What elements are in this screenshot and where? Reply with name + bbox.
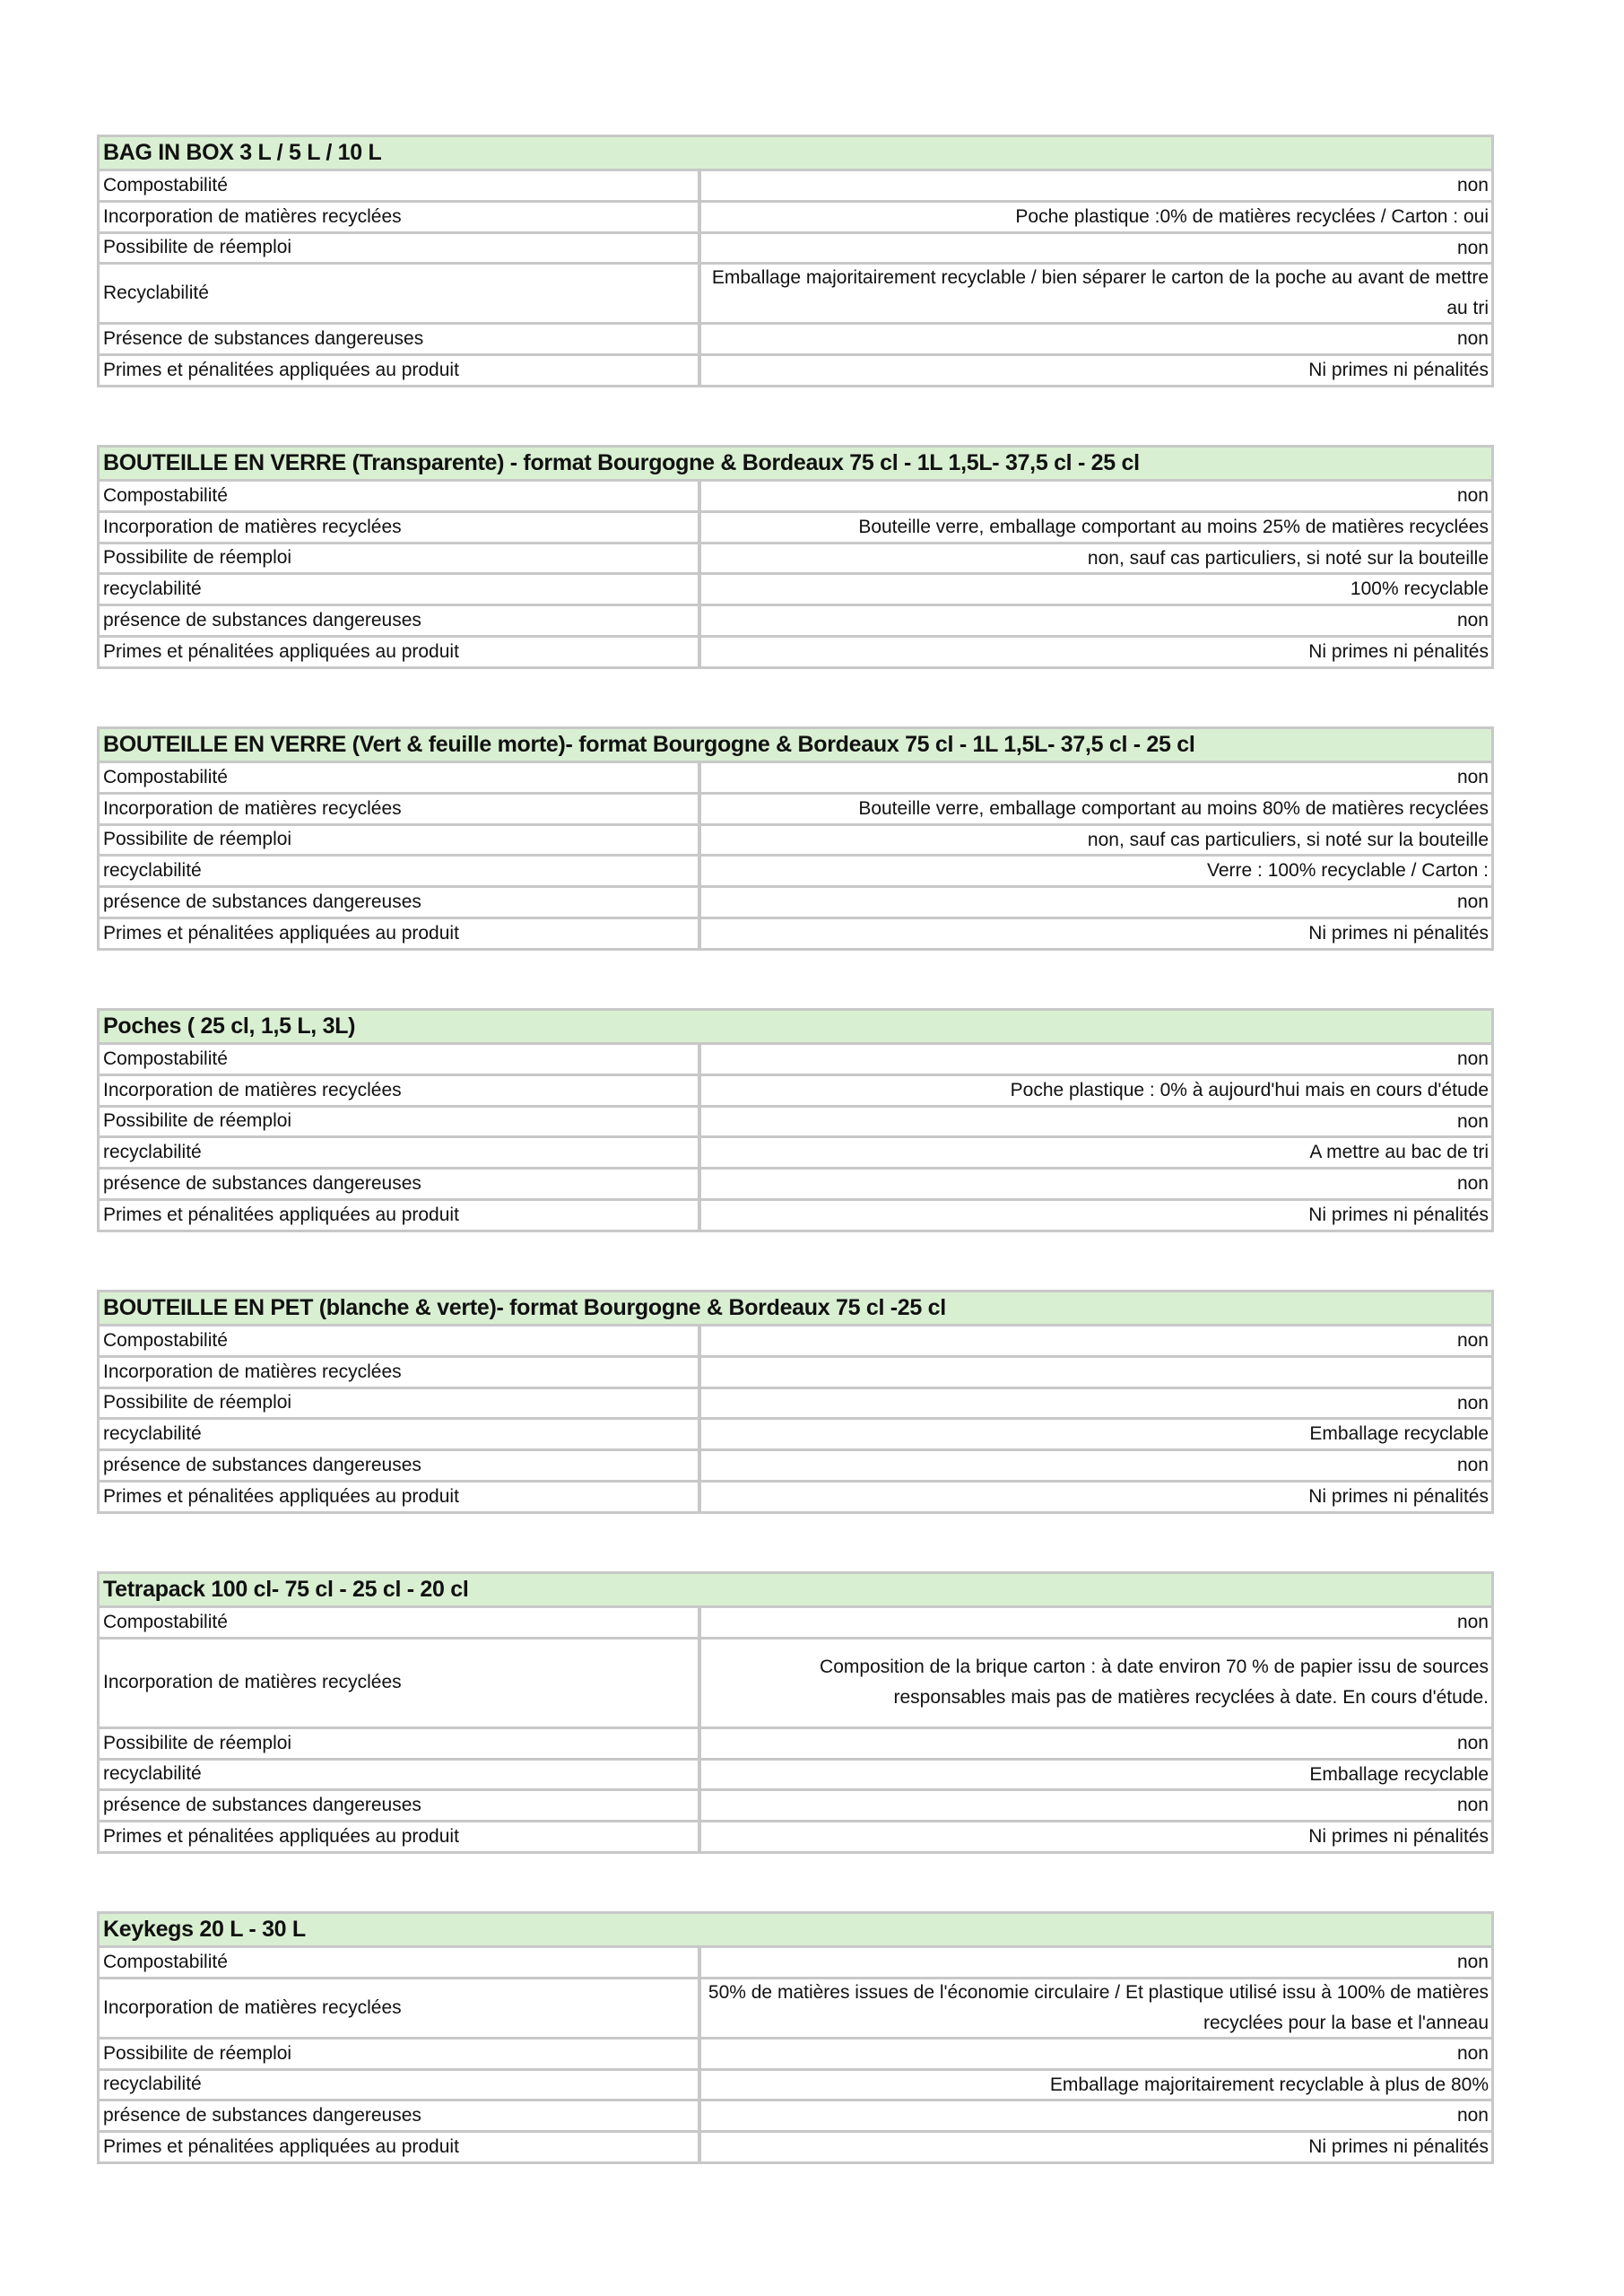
table-row-incorporation-matieres-recyclees xyxy=(100,795,1491,826)
row-label: Primes et pénalitées appliquées au produit xyxy=(100,2133,698,2161)
table-row-recyclabilite xyxy=(100,575,1491,606)
row-label: recyclabilité xyxy=(100,1761,698,1789)
table-row-incorporation-matieres-recyclees xyxy=(100,1076,1491,1108)
row-label: Compostabilité xyxy=(100,1045,698,1074)
table-keykegs xyxy=(97,1911,1494,2164)
row-value: Poche plastique : 0% à aujourd'hui mais en cours d'étude xyxy=(701,1076,1491,1105)
table-row-primes-penalites xyxy=(100,638,1491,666)
table-row-compostabilite xyxy=(100,1948,1491,1979)
row-label: Primes et pénalitées appliquées au produit xyxy=(100,1483,698,1511)
table-row-incorporation-matieres-recyclees xyxy=(100,1639,1491,1729)
table-title: BOUTEILLE EN VERRE (Transparente) - format Bourgogne & Bordeaux 75 cl - 1L 1,5L- 37,5 cl - 25 cl xyxy=(100,448,1491,482)
row-label: recyclabilité xyxy=(100,857,698,885)
row-label: recyclabilité xyxy=(100,1138,698,1167)
row-value: Bouteille verre, emballage comportant au moins 80% de matières recyclées xyxy=(701,795,1491,823)
row-value: non xyxy=(701,888,1491,917)
row-label: présence de substances dangereuses xyxy=(100,1451,698,1480)
row-value: non xyxy=(701,2101,1491,2130)
row-value: non xyxy=(701,1108,1491,1136)
table-row-compostabilite xyxy=(100,763,1491,795)
row-label: Incorporation de matières recyclées xyxy=(100,795,698,823)
table-row-primes-penalites xyxy=(100,1201,1491,1230)
row-label: présence de substances dangereuses xyxy=(100,1791,698,1820)
table-title: BOUTEILLE EN VERRE (Vert & feuille morte)- format Bourgogne & Bordeaux 75 cl - 1L 1,5L- 37,5 cl - 25 cl xyxy=(100,729,1491,763)
row-value: A mettre au bac de tri xyxy=(701,1138,1491,1167)
row-value: non xyxy=(701,171,1491,200)
row-value: non xyxy=(701,1451,1491,1480)
row-value: Verre : 100% recyclable / Carton : xyxy=(701,857,1491,885)
table-row-incorporation-matieres-recyclees xyxy=(100,1358,1491,1389)
table-row-compostabilite xyxy=(100,171,1491,203)
table-title: Keykegs 20 L - 30 L xyxy=(100,1914,1491,1948)
row-value: non xyxy=(701,325,1491,353)
row-label: Primes et pénalitées appliquées au produit xyxy=(100,638,698,666)
row-label: Incorporation de matières recyclées xyxy=(100,203,698,231)
row-label: présence de substances dangereuses xyxy=(100,888,698,917)
row-label: Compostabilité xyxy=(100,171,698,200)
row-value: non xyxy=(701,1045,1491,1074)
table-row-compostabilite xyxy=(100,482,1491,513)
table-row-possibilite-reemploi xyxy=(100,1389,1491,1421)
row-label: Incorporation de matières recyclées xyxy=(100,513,698,542)
table-row-substances-dangereuses xyxy=(100,1451,1491,1483)
row-value: non xyxy=(701,1948,1491,1977)
table-row-compostabilite xyxy=(100,1045,1491,1076)
row-value: Ni primes ni pénalités xyxy=(701,1201,1491,1230)
row-label: Possibilite de réemploi xyxy=(100,826,698,855)
row-value: 100% recyclable xyxy=(701,575,1491,604)
row-value: Emballage majoritairement recyclable à plus de 80% xyxy=(701,2071,1491,2100)
table-row-recyclabilite xyxy=(100,2071,1491,2102)
row-label: Possibilite de réemploi xyxy=(100,2039,698,2068)
table-row-primes-penalites xyxy=(100,919,1491,948)
row-label: Compostabilité xyxy=(100,1948,698,1977)
table-row-possibilite-reemploi xyxy=(100,1108,1491,1139)
table-row-recyclabilite xyxy=(100,1420,1491,1451)
table-title: Tetrapack 100 cl- 75 cl - 25 cl - 20 cl xyxy=(100,1574,1491,1608)
row-label: recyclabilité xyxy=(100,1420,698,1448)
row-label: Compostabilité xyxy=(100,1326,698,1355)
row-value: Ni primes ni pénalités xyxy=(701,1483,1491,1511)
table-row-incorporation-matieres-recyclees xyxy=(100,203,1491,234)
row-label: Incorporation de matières recyclées xyxy=(100,1639,698,1726)
table-row-possibilite-reemploi xyxy=(100,234,1491,265)
row-value: non xyxy=(701,1326,1491,1355)
row-value: Composition de la brique carton : à date environ 70 % de papier issu de sources responsables mais pas de matières recyclées à date. En cours d'étude. xyxy=(701,1639,1491,1726)
row-value xyxy=(701,1358,1491,1387)
row-label: recyclabilité xyxy=(100,2071,698,2100)
row-label: présence de substances dangereuses xyxy=(100,1170,698,1198)
table-poches xyxy=(97,1008,1494,1232)
row-label: présence de substances dangereuses xyxy=(100,2101,698,2130)
row-value: Ni primes ni pénalités xyxy=(701,919,1491,948)
row-label: Incorporation de matières recyclées xyxy=(100,1076,698,1105)
row-value: non xyxy=(701,234,1491,263)
table-row-substances-dangereuses xyxy=(100,2101,1491,2133)
row-value: Ni primes ni pénalités xyxy=(701,1822,1491,1851)
row-label: Possibilite de réemploi xyxy=(100,544,698,573)
row-value: non xyxy=(701,763,1491,792)
row-label: Primes et pénalitées appliquées au produit xyxy=(100,1201,698,1230)
row-value: Ni primes ni pénalités xyxy=(701,638,1491,666)
row-value: Ni primes ni pénalités xyxy=(701,2133,1491,2161)
table-row-compostabilite xyxy=(100,1608,1491,1639)
row-value: non xyxy=(701,482,1491,510)
row-value: non xyxy=(701,1389,1491,1418)
row-label: Primes et pénalitées appliquées au produit xyxy=(100,356,698,385)
row-value: Emballage recyclable xyxy=(701,1420,1491,1448)
table-row-incorporation-matieres-recyclees xyxy=(100,1979,1491,2039)
table-row-recyclabilite xyxy=(100,1138,1491,1170)
row-value: Poche plastique :0% de matières recyclées / Carton : oui xyxy=(701,203,1491,231)
table-row-substances-dangereuses xyxy=(100,325,1491,356)
row-value: non xyxy=(701,1791,1491,1820)
row-value: Bouteille verre, emballage comportant au moins 25% de matières recyclées xyxy=(701,513,1491,542)
row-value: non xyxy=(701,2039,1491,2068)
row-label: Possibilite de réemploi xyxy=(100,1108,698,1136)
row-label: Possibilite de réemploi xyxy=(100,1729,698,1758)
table-row-substances-dangereuses xyxy=(100,1170,1491,1201)
row-label: Incorporation de matières recyclées xyxy=(100,1979,698,2037)
row-value: non xyxy=(701,1170,1491,1198)
row-value: Ni primes ni pénalités xyxy=(701,356,1491,385)
table-row-compostabilite xyxy=(100,1326,1491,1358)
table-row-primes-penalites xyxy=(100,2133,1491,2161)
row-label: Primes et pénalitées appliquées au produit xyxy=(100,1822,698,1851)
table-bouteille-pet xyxy=(97,1290,1494,1514)
row-value: Emballage majoritairement recyclable / bien séparer le carton de la poche au avant de mettre au tri xyxy=(701,265,1491,322)
row-value: 50% de matières issues de l'économie circulaire / Et plastique utilisé issu à 100% de matières recyclées pour la base et l'anneau xyxy=(701,1979,1491,2037)
row-value: non xyxy=(701,1729,1491,1758)
row-value: non, sauf cas particuliers, si noté sur la bouteille xyxy=(701,826,1491,855)
table-row-substances-dangereuses xyxy=(100,606,1491,638)
table-bouteille-verre-transparente xyxy=(97,445,1494,669)
table-title: BAG IN BOX 3 L / 5 L / 10 L xyxy=(100,137,1491,171)
table-row-possibilite-reemploi xyxy=(100,826,1491,857)
row-label: Incorporation de matières recyclées xyxy=(100,1358,698,1387)
table-row-primes-penalites xyxy=(100,356,1491,385)
row-label: Présence de substances dangereuses xyxy=(100,325,698,353)
table-row-possibilite-reemploi xyxy=(100,2039,1491,2071)
row-label: Possibilite de réemploi xyxy=(100,234,698,263)
table-row-incorporation-matieres-recyclees xyxy=(100,513,1491,544)
table-bouteille-verre-vert xyxy=(97,726,1494,951)
table-title: BOUTEILLE EN PET (blanche & verte)- format Bourgogne & Bordeaux 75 cl -25 cl xyxy=(100,1292,1491,1326)
table-row-possibilite-reemploi xyxy=(100,1729,1491,1761)
table-row-substances-dangereuses xyxy=(100,888,1491,919)
table-bag-in-box xyxy=(97,135,1494,387)
row-value: non xyxy=(701,606,1491,635)
table-row-primes-penalites xyxy=(100,1483,1491,1511)
row-label: présence de substances dangereuses xyxy=(100,606,698,635)
table-row-recyclabilite xyxy=(100,265,1491,325)
row-label: Compostabilité xyxy=(100,763,698,792)
row-value: non xyxy=(701,1608,1491,1637)
row-label: Compostabilité xyxy=(100,1608,698,1637)
row-value: Emballage recyclable xyxy=(701,1761,1491,1789)
table-row-substances-dangereuses xyxy=(100,1791,1491,1822)
table-row-recyclabilite xyxy=(100,857,1491,888)
table-row-possibilite-reemploi xyxy=(100,544,1491,576)
table-tetrapack xyxy=(97,1571,1494,1854)
table-row-recyclabilite xyxy=(100,1761,1491,1792)
row-value: non, sauf cas particuliers, si noté sur la bouteille xyxy=(701,544,1491,573)
row-label: Compostabilité xyxy=(100,482,698,510)
row-label: recyclabilité xyxy=(100,575,698,604)
row-label: Possibilite de réemploi xyxy=(100,1389,698,1418)
row-label: Primes et pénalitées appliquées au produit xyxy=(100,919,698,948)
table-title: Poches ( 25 cl, 1,5 L, 3L) xyxy=(100,1011,1491,1045)
row-label: Recyclabilité xyxy=(100,265,698,322)
table-row-primes-penalites xyxy=(100,1822,1491,1851)
